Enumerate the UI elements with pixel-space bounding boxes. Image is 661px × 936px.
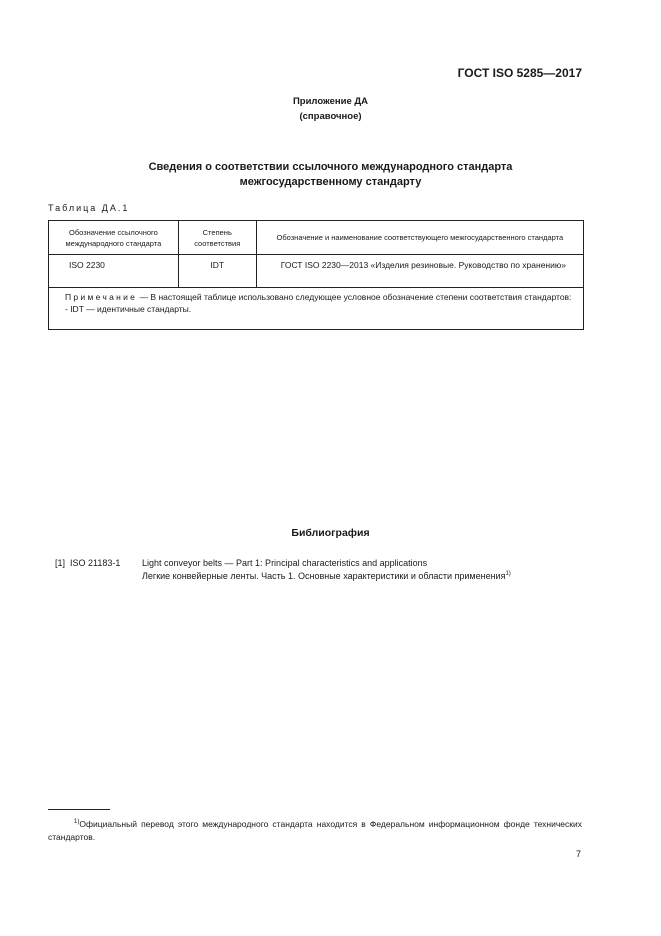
heading-line-2: межгосударственному стандарту [239, 176, 422, 188]
bibliography-item-number: [1] [55, 558, 66, 568]
table-note-row [49, 288, 584, 330]
bibliography-item-title-en: Light conveyor belts — Part 1: Principal characteristics and applications [142, 558, 428, 568]
note-item: - IDT — идентичные стандарты. [65, 303, 192, 314]
note-text: — В настоящей таблице использовано следующее условное обозначение степени соответствия стандартов: [137, 292, 572, 302]
correspondence-table [48, 220, 584, 330]
cell-reference: ISO 2230 [49, 255, 179, 288]
table-label: Таблица ДА.1 [48, 203, 130, 213]
table-header-row [49, 221, 584, 255]
cell-degree: IDT [178, 255, 256, 288]
footnote [48, 816, 582, 843]
annex-title: Приложение ДА [292, 96, 369, 107]
column-header: Степень соответствия [178, 221, 256, 255]
bibliography-title: Библиография [291, 527, 370, 539]
column-header: Обозначение ссылочного международного стандарта [49, 221, 179, 255]
note-label: Примечание [65, 292, 138, 302]
column-header: Обозначение и наименование соответствующего межгосударственного стандарта [256, 221, 583, 255]
section-heading [0, 160, 661, 190]
heading-line-1: Сведения о соответствии ссылочного международного стандарта [148, 161, 513, 173]
bibliography-item-title-ru [142, 571, 511, 581]
footnote-text: Официальный перевод этого международного стандарта находится в Федеральном информационном фонде технических стандартов. [48, 819, 582, 842]
footnote-separator [48, 809, 110, 810]
table-row [49, 255, 584, 288]
annex-subtitle: (справочное) [299, 111, 362, 122]
footnote-mark: 1) [74, 819, 80, 825]
page-number: 7 [575, 849, 581, 859]
table-note [49, 288, 584, 330]
bibliography-item-code: ISO 21183-1 [70, 558, 121, 568]
document-code: ГОСТ ISO 5285—2017 [457, 66, 582, 80]
bibliography-title-ru-text: Легкие конвейерные ленты. Часть 1. Основные характеристики и области применения [142, 571, 506, 581]
footnote-reference: 1) [505, 571, 511, 577]
cell-standard-name: ГОСТ ISO 2230—2013 «Изделия резиновые. Руководство по хранению» [256, 255, 583, 288]
